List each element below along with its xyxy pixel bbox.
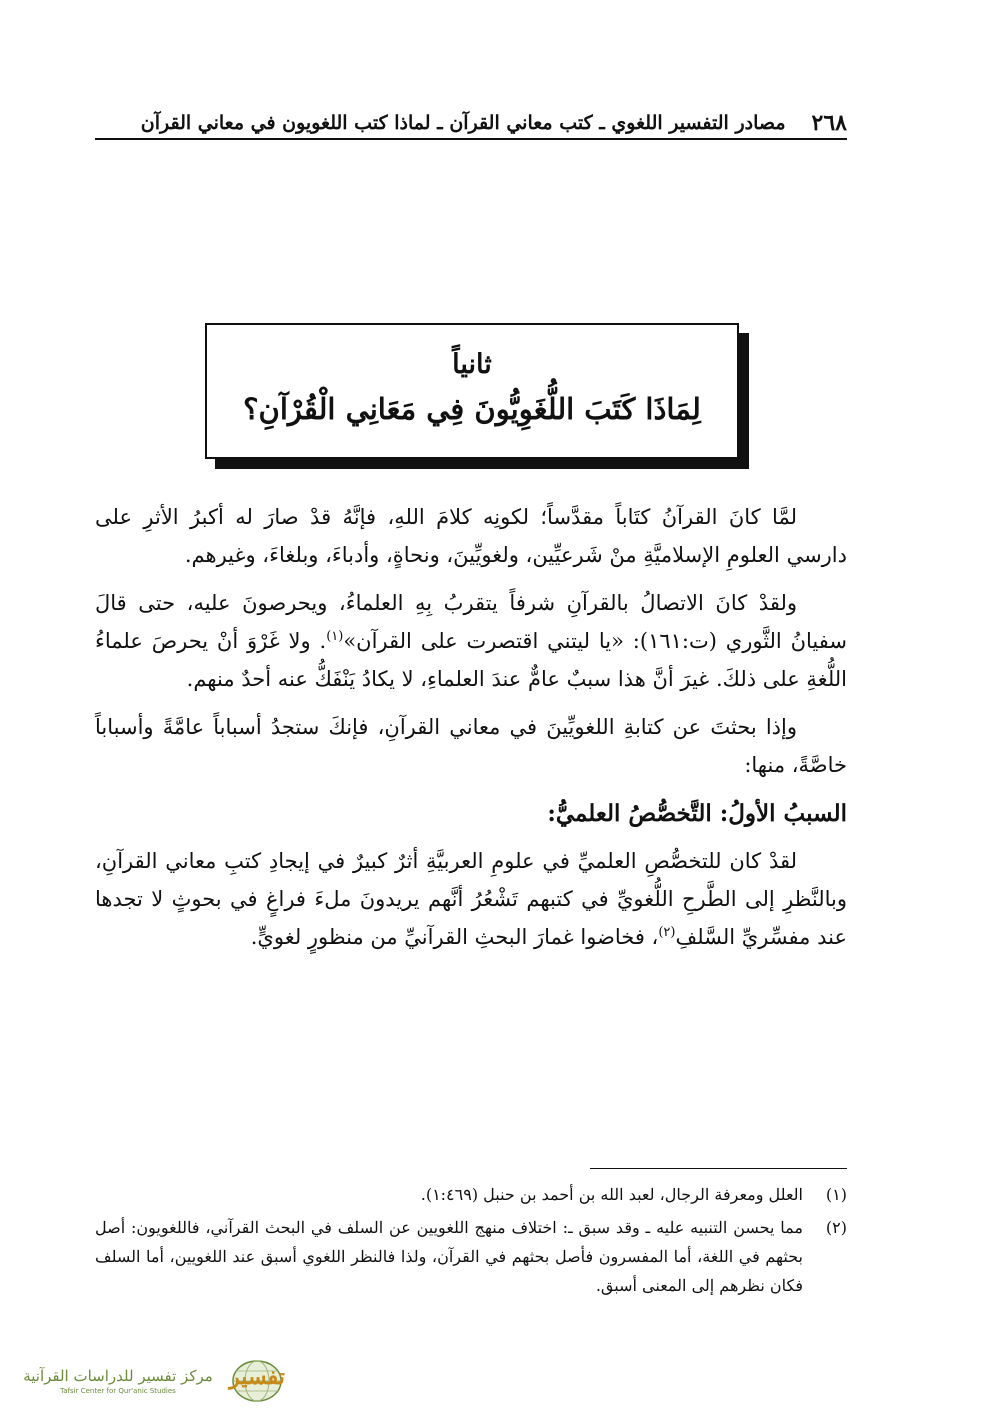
footnote-marker: (١) (825, 1185, 847, 1204)
globe-icon (226, 1358, 288, 1404)
running-header (95, 98, 847, 138)
section-heading: السببُ الأولُ: التَّخصُّصُ العلميُّ: (547, 800, 847, 827)
footnote-marker: (٢) (825, 1218, 847, 1237)
logo-text (18, 1366, 218, 1396)
logo-word: تفسير (229, 1364, 285, 1390)
publisher-logo (18, 1355, 290, 1407)
paragraph-1: لمَّا كانَ القرآنُ كتَاباً مقدَّساً؛ لكونِه كلامَ اللهِ، فإنَّهُ قدْ صارَ له أكبرُ الأثرِ على دارسي العلومِ الإسلاميَّةِ منْ شَرعيِّين، ولغويِّينَ، ونحاةٍ، وأدباءَ، وبلغاءَ، وغيرهم. (95, 505, 847, 567)
footnote (95, 1213, 847, 1300)
footnote-text: مما يحسن التنبيه عليه ـ وقد سبق ـ: اختلاف منهج اللغويين عن السلف في البحث القرآني، فاللغويون: أصل بحثهم في اللغة، أما المفسرون فأصل بحثهم في القرآن، ولذا فالنظر اللغوي أسبق عند اللغويين، أما السلف فكان نظرهم إلى المعنى أسبق. (95, 1218, 804, 1295)
body-text (95, 498, 847, 966)
chapter-title: لِمَاذَا كَتَبَ اللُّغَوِيُّونَ فِي مَعَانِي الْقُرْآنِ؟ (243, 392, 701, 426)
paragraph-2 (95, 584, 847, 698)
paragraph-2-text-a: ولقدْ كانَ الاتصالُ بالقرآنِ شرفاً يتقربُ بِهِ العلماءُ، ويحرصونَ عليه، حتى قالَ سفيانُ الثَّوري (ت:١٦١): «يا ليتني اقتصرت على القرآن» (95, 591, 847, 653)
footnote-text: العلل ومعرفة الرجال، لعبد الله بن أحمد بن حنبل (١:٤٦٩). (420, 1185, 803, 1204)
paragraph-4-text-b: ، فخاضوا غمارَ البحثِ القرآنيِّ من منظورٍ لغويٍّ. (250, 925, 659, 949)
paragraph-2-text-b: . ولا غَرْوَ أنْ يحرصَ علماءُ اللُّغةِ على ذلكَ. غيرَ أنَّ هذا سببٌ عامٌّ عندَ العلماءِ، لا يكادُ يَنْفَكُّ عنه أحدٌ منهم. (95, 629, 847, 691)
footnote-divider (590, 1168, 847, 1169)
paragraph-3: وإذا بحثتَ عن كتابةِ اللغويِّينَ في معاني القرآنِ، فإنكَ ستجدُ أسباباً عامَّةً وأسباباً خاصَّةً، منها: (95, 715, 847, 777)
footnotes (95, 1180, 847, 1304)
footnote-ref-1[interactable]: (١) (326, 629, 344, 644)
logo-english-name: Tafsir Center for Qur'anic Studies (60, 1387, 176, 1395)
paragraph-4-text-a: لقدْ كان للتخصُّصِ العلميِّ في علومِ العربيَّةِ أثرٌ كبيرٌ في إيجادِ كتبِ معاني القرآنِ، وبالنَّظرِ إلى الطَّرحِ اللُّغويِّ في كتبهم تَشْعُرُ أنَّهم يريدونَ ملءَ فراغٍ في بحوثٍ لا تجدها عند مفسِّريِّ السَّلفِ (95, 849, 847, 949)
chapter-section-label: ثانياً (452, 349, 492, 380)
footnote-ref-2[interactable]: (٢) (658, 925, 676, 940)
paragraph-4 (95, 842, 847, 956)
footnote (95, 1180, 847, 1209)
running-header-title: مصادر التفسير اللغوي ـ كتب معاني القرآن ـ لماذا كتب اللغويون في معاني القرآن (140, 112, 786, 134)
chapter-title-box (205, 323, 739, 459)
header-divider (95, 138, 847, 140)
page-number: ٢٦٨ (811, 110, 847, 136)
logo-arabic-name: مركز تفسير للدراسات القرآنية (23, 1367, 213, 1385)
